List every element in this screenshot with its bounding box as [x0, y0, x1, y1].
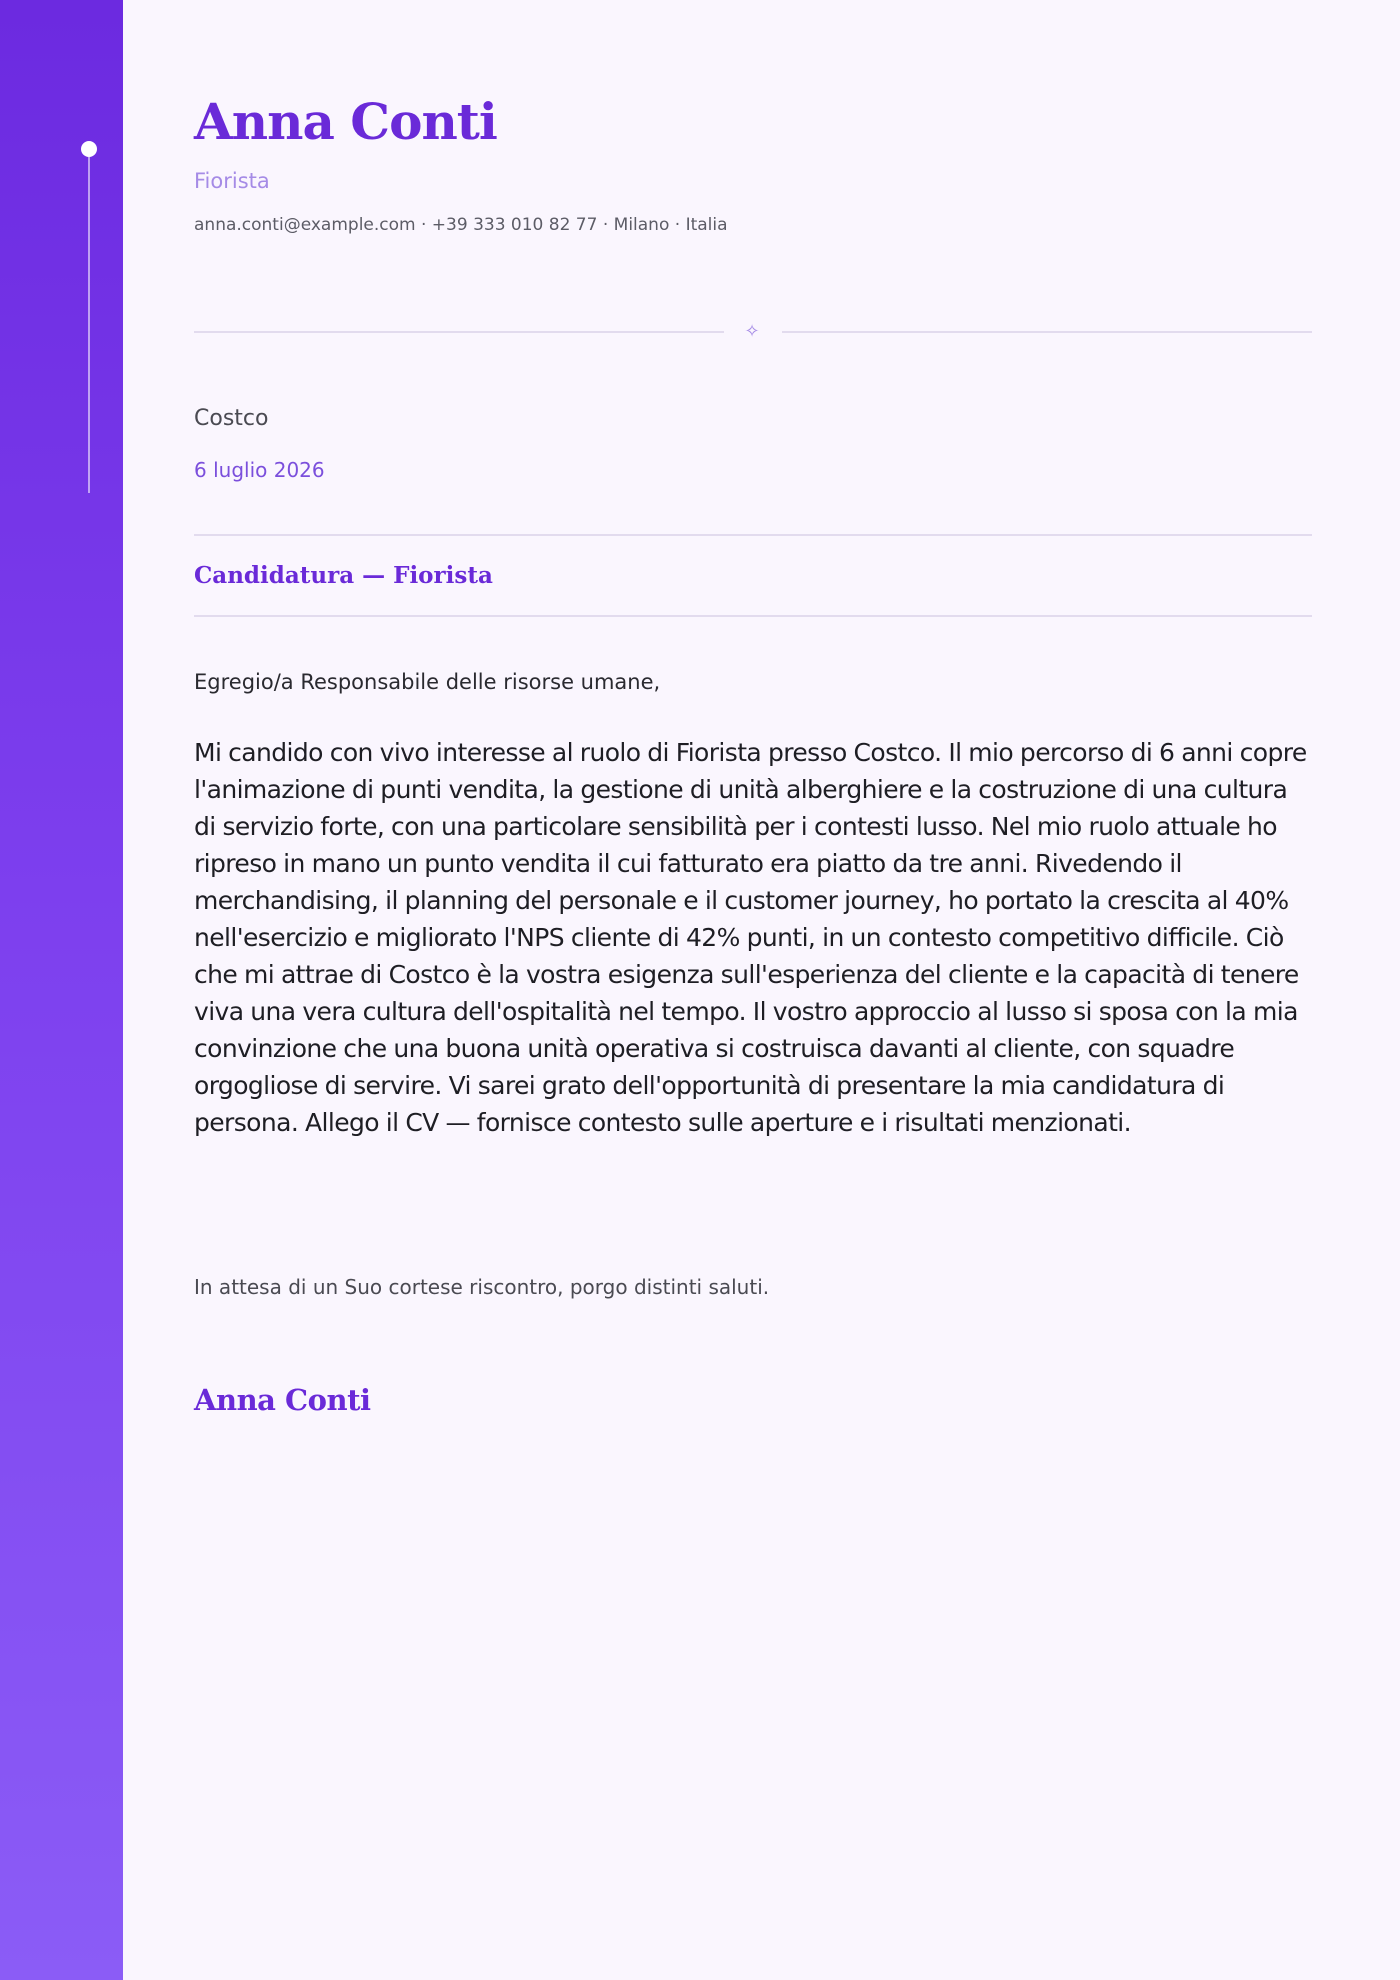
letter-signature: Anna Conti [194, 1383, 371, 1417]
sender-name: Anna Conti [194, 92, 497, 151]
letter-salutation: Egregio/a Responsabile delle risorse umane, [194, 670, 661, 694]
timeline-line [88, 157, 90, 493]
letter-closing: In attesa di un Suo cortese riscontro, porgo distinti saluti. [194, 1275, 770, 1299]
recipient-company: Costco [194, 406, 269, 431]
divider-rule-right [782, 331, 1312, 333]
subject-rule-bottom [194, 615, 1312, 617]
sparkle-icon: ✧ [744, 321, 760, 342]
timeline-dot [81, 141, 97, 157]
letter-body: Mi candido con vivo interesse al ruolo di Fiorista presso Costco. Il mio percorso di 6 anni copre l'animazione di punti vendita, la gestione di unità alberghiere e la costruzione di una cultura di servizio forte, con una particolare sensibilità per i contesti lusso. Nel mio ruolo attuale ho ripreso in mano un punto vendita il cui fatturato era piatto da tre anni. Rivedendo il merchandising, il planning del personale e il customer journey, ho portato la crescita al 40% nell'esercizio e migliorato l'NPS cliente di 42% punti, in un contesto competitivo difficile. Ciò che mi attrae di Costco è la vostra esigenza sull'esperienza del cliente e la capacità di tenere viva una vera cultura dell'ospitalità nel tempo. Il vostro approccio al lusso si sposa con la mia convinzione che una buona unità operativa si costruisca davanti al cliente, con squadre orgogliose di servire. Vi sarei grato dell'opportunità di presentare la mia candidatura di persona. Allego il CV — fornisce contesto sulle aperture e i risultati menzionati. [194, 738, 1307, 1137]
letter-date: 6 luglio 2026 [194, 458, 325, 482]
sender-role: Fiorista [194, 169, 270, 193]
ornamental-divider [194, 320, 1312, 344]
letter-subject: Candidatura — Fiorista [194, 562, 493, 589]
sender-contact: anna.conti@example.com · +39 333 010 82 77 · Milano · Italia [194, 215, 728, 235]
divider-rule-left [194, 331, 724, 333]
subject-rule-top [194, 534, 1312, 536]
sidebar-accent [0, 0, 123, 1980]
